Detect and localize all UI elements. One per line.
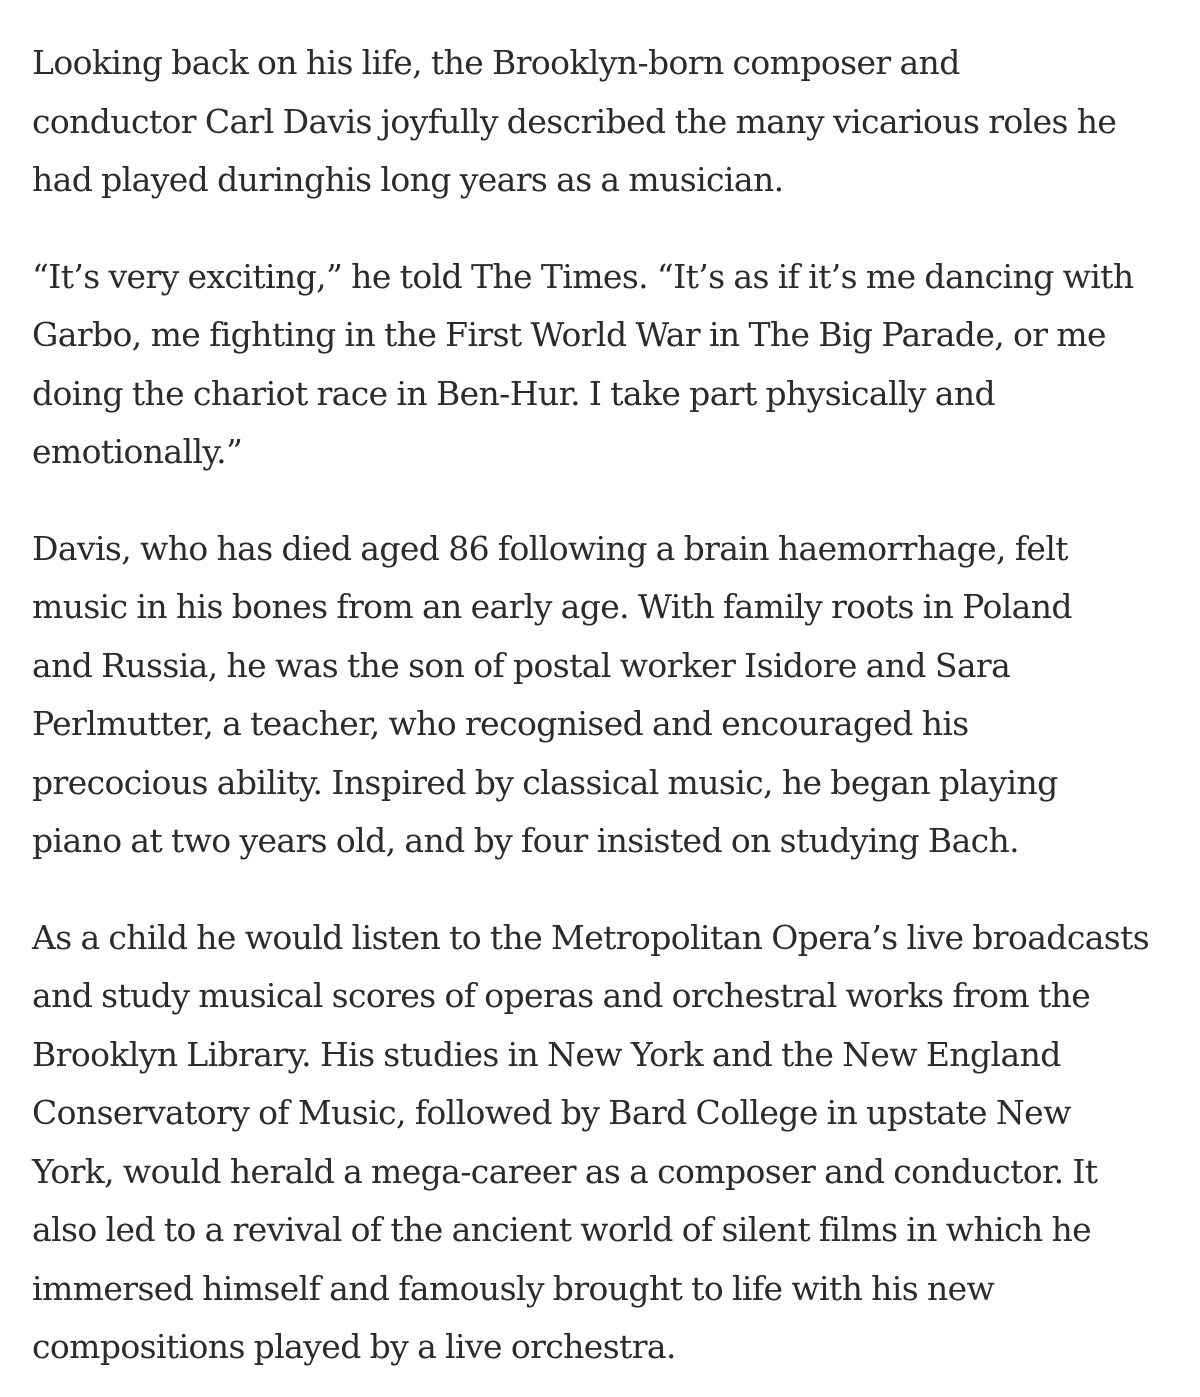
paragraph-2-quote <box>32 248 1176 482</box>
text-line: music in his bones from an early age. With family roots in Poland <box>32 587 1072 626</box>
text-line: Perlmutter, a teacher, who recognised and encouraged his <box>32 704 969 743</box>
paragraph-1-intro <box>32 34 1176 210</box>
text-line: piano at two years old, and by four insisted on studying Bach. <box>32 821 1020 860</box>
text-line: and study musical scores of operas and orchestral works from the <box>32 976 1091 1015</box>
text-line: “It’s very exciting,” he told The Times. “It’s as if it’s me dancing with <box>32 256 1134 296</box>
text-line: also led to a revival of the ancient world of silent films in which he <box>32 1210 1092 1249</box>
text-line: York, would herald a mega-career as a composer and conductor. It <box>32 1151 1098 1191</box>
text-line: Garbo, me fighting in the First World War in The Big Parade, or me <box>32 315 1106 354</box>
text-line: Looking back on his life, the Brooklyn-born composer and <box>32 43 960 82</box>
text-line: precocious ability. Inspired by classical music, he began playing <box>32 762 1058 802</box>
text-line: doing the chariot race in Ben-Hur. I take part physically and <box>32 373 996 413</box>
text-line: Davis, who has died aged 86 following a brain haemorrhage, felt <box>32 528 1068 568</box>
text-line: Conservatory of Music, followed by Bard College in upstate New <box>32 1093 1071 1132</box>
text-line: emotionally.” <box>32 432 243 471</box>
text-line: and Russia, he was the son of postal worker Isidore and Sara <box>32 645 1011 685</box>
text-line: As a child he would listen to the Metropolitan Opera’s live broadcasts <box>32 917 1150 957</box>
text-line: conductor Carl Davis joyfully described the many vicarious roles he <box>32 101 1117 141</box>
text-line: Brooklyn Library. His studies in New York and the New England <box>32 1034 1061 1074</box>
text-line: compositions played by a live orchestra. <box>32 1327 676 1366</box>
text-line: immersed himself and famously brought to life with his new <box>32 1268 995 1308</box>
text-line: had played duringhis long years as a musician. <box>32 160 784 199</box>
paragraph-4-education-career <box>32 909 1176 1377</box>
paragraph-3-early-life <box>32 520 1176 871</box>
